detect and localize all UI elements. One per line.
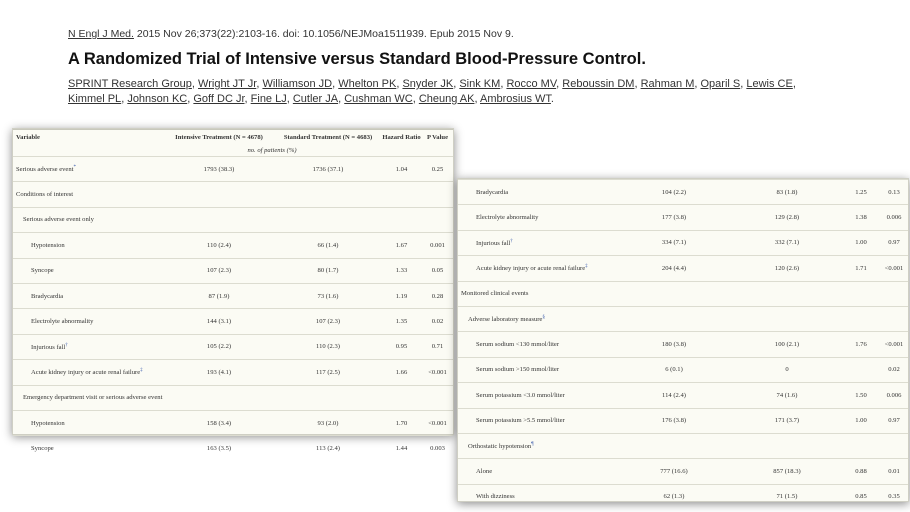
table-row (13, 207, 453, 232)
table-row (458, 306, 908, 331)
cell-hazard-ratio (381, 385, 422, 410)
row-label (13, 309, 163, 334)
cell-intensive (163, 385, 275, 410)
row-label (458, 383, 616, 408)
table-row (458, 433, 908, 458)
cell-intensive (616, 281, 732, 306)
footnote-marker[interactable]: † (510, 238, 513, 244)
author-link[interactable]: Sink KM (459, 78, 501, 90)
article-title: A Randomized Trial of Intensive versus Standard Blood-Pressure Control. (68, 50, 646, 68)
cell-standard (275, 207, 381, 232)
footnote-marker[interactable]: * (73, 165, 76, 171)
cell-standard: 80 (1.7) (275, 258, 381, 283)
cell-hazard-ratio: 1.00 (842, 230, 880, 255)
cell-hazard-ratio (842, 306, 880, 331)
table-row (13, 436, 453, 461)
header-hazard-ratio: Hazard Ratio (381, 130, 422, 146)
row-label (458, 205, 616, 230)
author-link[interactable]: Ambrosius WT (480, 93, 551, 105)
cell-intensive: 62 (1.3) (616, 484, 732, 509)
author-link[interactable]: Whelton PK (338, 78, 397, 90)
cell-hazard-ratio: 1.19 (381, 283, 422, 308)
row-label (13, 258, 163, 283)
author-link[interactable]: Cheung AK (418, 93, 475, 105)
cell-hazard-ratio: 1.33 (381, 258, 422, 283)
citation-line (68, 28, 514, 40)
footnote-marker[interactable]: † (65, 342, 68, 348)
cell-p-value: 0.25 (422, 157, 453, 182)
cell-intensive (163, 207, 275, 232)
cell-intensive: 105 (2.2) (163, 334, 275, 359)
cell-standard (732, 306, 842, 331)
row-label (458, 357, 616, 382)
cell-intensive: 176 (3.8) (616, 408, 732, 433)
row-label (458, 332, 616, 357)
cell-p-value: 0.02 (880, 357, 908, 382)
cell-hazard-ratio: 1.66 (381, 360, 422, 385)
cell-standard: 1736 (37.1) (275, 157, 381, 182)
row-label-text: Bradycardia (476, 188, 509, 196)
cell-hazard-ratio: 1.25 (842, 180, 880, 205)
cell-intensive: 193 (4.1) (163, 360, 275, 385)
header-intensive: Intensive Treatment (N = 4678) (163, 130, 275, 146)
cell-standard: 107 (2.3) (275, 309, 381, 334)
table-row (13, 360, 453, 385)
row-label-text: Conditions of interest (16, 191, 74, 199)
row-label-text: Injurious fall (31, 344, 66, 352)
author-link[interactable]: SPRINT Research Group (68, 78, 192, 90)
cell-intensive: 87 (1.9) (163, 283, 275, 308)
row-label-text: Serious adverse event only (23, 216, 94, 224)
cell-hazard-ratio (381, 182, 422, 207)
cell-intensive: 204 (4.4) (616, 256, 732, 281)
journal-link[interactable]: N Engl J Med. (68, 28, 134, 40)
cell-intensive: 6 (0.1) (616, 357, 732, 382)
cell-standard: 332 (7.1) (732, 230, 842, 255)
cell-p-value: 0.28 (422, 283, 453, 308)
cell-hazard-ratio: 1.67 (381, 233, 422, 258)
header-p-value: P Value (422, 130, 453, 146)
cell-intensive: 1793 (38.3) (163, 157, 275, 182)
cell-p-value: 0.003 (422, 436, 453, 461)
cell-standard (732, 433, 842, 458)
table-row (458, 281, 908, 306)
row-label (458, 408, 616, 433)
table-subheader-row (13, 145, 453, 157)
row-label-text: Hypotension (31, 241, 65, 249)
cell-hazard-ratio: 0.88 (842, 459, 880, 484)
cell-intensive (163, 182, 275, 207)
author-link[interactable]: Rahman M (640, 78, 695, 90)
cell-p-value: 0.02 (422, 309, 453, 334)
row-label-text: Injurious fall (476, 240, 511, 248)
row-label (13, 157, 163, 182)
table-row (13, 233, 453, 258)
cell-intensive: 163 (3.5) (163, 436, 275, 461)
cell-intensive: 110 (2.4) (163, 233, 275, 258)
row-label-text: Serum sodium <130 mmol/liter (476, 341, 560, 349)
row-label (458, 459, 616, 484)
table-row (458, 459, 908, 484)
table-row (13, 334, 453, 359)
table-row (13, 157, 453, 182)
row-label-text: Syncope (31, 267, 54, 275)
row-label-text: Hypotension (31, 419, 65, 427)
cell-p-value: 0.006 (880, 383, 908, 408)
cell-standard: 73 (1.6) (275, 283, 381, 308)
table-row (13, 309, 453, 334)
cell-p-value: 0.71 (422, 334, 453, 359)
citation-details: 2015 Nov 26;373(22):2103-16. doi: 10.1056/NEJMoa1511939. Epub 2015 Nov 9. (133, 28, 514, 40)
cell-hazard-ratio: 0.85 (842, 484, 880, 509)
table-row (13, 258, 453, 283)
cell-p-value: <0.001 (880, 256, 908, 281)
cell-p-value (880, 281, 908, 306)
cell-standard: 66 (1.4) (275, 233, 381, 258)
cell-standard: 0 (732, 357, 842, 382)
footnote-marker[interactable]: ‡ (140, 368, 143, 374)
table-row (458, 256, 908, 281)
cell-intensive (616, 433, 732, 458)
table-excerpt-right (457, 178, 909, 502)
header-standard: Standard Treatment (N = 4683) (275, 130, 381, 146)
cell-p-value: <0.001 (422, 410, 453, 435)
cell-standard (275, 385, 381, 410)
table-row (458, 357, 908, 382)
cell-hazard-ratio: 1.38 (842, 205, 880, 230)
row-label (13, 436, 163, 461)
cell-standard: 110 (2.3) (275, 334, 381, 359)
row-label-text: Acute kidney injury or acute renal failure (31, 369, 141, 377)
cell-standard: 113 (2.4) (275, 436, 381, 461)
cell-intensive: 180 (3.8) (616, 332, 732, 357)
row-label (458, 281, 616, 306)
row-label (13, 182, 163, 207)
footnote-marker[interactable]: § (542, 315, 545, 321)
author-link[interactable]: Cushman WC (344, 93, 413, 105)
author-link[interactable]: Johnson KC (127, 93, 188, 105)
cell-standard: 83 (1.8) (732, 180, 842, 205)
table-body-right (458, 180, 908, 510)
cell-p-value: 0.35 (880, 484, 908, 509)
row-label-text: Electrolyte abnormality (31, 318, 94, 326)
row-label-text: Emergency department visit or serious adverse event (23, 394, 163, 402)
footnote-marker[interactable]: ¶ (531, 442, 534, 447)
author-link[interactable]: Goff DC Jr (193, 93, 245, 105)
cell-p-value: 0.006 (880, 205, 908, 230)
cell-p-value: 0.01 (880, 459, 908, 484)
cell-intensive: 177 (3.8) (616, 205, 732, 230)
row-label-text: Serum potassium <3.0 mmol/liter (476, 391, 565, 399)
author-link[interactable]: Rocco MV (506, 78, 557, 90)
cell-standard: 857 (18.3) (732, 459, 842, 484)
author-link[interactable]: Williamson JD (262, 78, 333, 90)
cell-standard: 120 (2.6) (732, 256, 842, 281)
row-label-text: Monitored clinical events (461, 290, 529, 298)
cell-p-value (880, 433, 908, 458)
author-link[interactable]: Wright JT Jr (198, 78, 257, 90)
table-row (458, 332, 908, 357)
cell-intensive: 334 (7.1) (616, 230, 732, 255)
cell-hazard-ratio: 1.44 (381, 436, 422, 461)
cell-hazard-ratio: 1.00 (842, 408, 880, 433)
table-row (13, 385, 453, 410)
cell-hazard-ratio: 1.35 (381, 309, 422, 334)
table-row (458, 230, 908, 255)
adverse-events-table (13, 129, 453, 461)
cell-p-value (422, 182, 453, 207)
cell-hazard-ratio (842, 281, 880, 306)
row-label-text: Electrolyte abnormality (476, 214, 539, 222)
cell-intensive (616, 306, 732, 331)
cell-p-value (880, 306, 908, 331)
row-label (458, 484, 616, 509)
table-row (458, 408, 908, 433)
cell-standard: 171 (3.7) (732, 408, 842, 433)
cell-hazard-ratio: 1.71 (842, 256, 880, 281)
table-row (458, 383, 908, 408)
row-label-text: Serum potassium >5.5 mmol/liter (476, 417, 565, 425)
row-label (13, 385, 163, 410)
cell-standard (275, 182, 381, 207)
row-label-text: Acute kidney injury or acute renal failure (476, 265, 586, 273)
cell-hazard-ratio (842, 433, 880, 458)
row-label-text: With dizziness (476, 493, 515, 501)
cell-p-value: <0.001 (880, 332, 908, 357)
author-link[interactable]: Fine LJ (250, 93, 287, 105)
author-link[interactable]: Cutler JA (292, 93, 339, 105)
cell-standard: 117 (2.5) (275, 360, 381, 385)
cell-p-value: 0.001 (422, 233, 453, 258)
row-label (13, 334, 163, 359)
cell-intensive: 777 (16.6) (616, 459, 732, 484)
cell-hazard-ratio (842, 357, 880, 382)
cell-standard: 100 (2.1) (732, 332, 842, 357)
author-link[interactable]: Snyder JK (402, 78, 454, 90)
row-label-text: Alone (476, 467, 493, 475)
cell-p-value (422, 385, 453, 410)
cell-p-value (422, 207, 453, 232)
subheader-units: no. of patients (%) (247, 147, 297, 154)
adverse-events-table-continued (458, 179, 908, 509)
author-list-end: . (550, 93, 554, 105)
cell-intensive: 107 (2.3) (163, 258, 275, 283)
cell-p-value: 0.97 (880, 230, 908, 255)
cell-hazard-ratio: 1.50 (842, 383, 880, 408)
row-label (458, 256, 616, 281)
cell-p-value: <0.001 (422, 360, 453, 385)
row-label-text: Serious adverse event (16, 166, 74, 174)
cell-intensive: 144 (3.1) (163, 309, 275, 334)
cell-p-value: 0.13 (880, 180, 908, 205)
row-label (13, 283, 163, 308)
cell-hazard-ratio: 0.95 (381, 334, 422, 359)
cell-intensive: 104 (2.2) (616, 180, 732, 205)
cell-standard: 129 (2.8) (732, 205, 842, 230)
row-label-text: Adverse laboratory measure (468, 316, 543, 324)
row-label-text: Serum sodium >150 mmol/liter (476, 366, 560, 374)
row-label (458, 306, 616, 331)
author-link[interactable]: Lewis CE (746, 78, 793, 90)
cell-standard: 71 (1.5) (732, 484, 842, 509)
header-variable: Variable (13, 130, 163, 146)
table-body-left (13, 157, 453, 461)
author-link[interactable]: Reboussin DM (562, 78, 635, 90)
cell-standard: 74 (1.6) (732, 383, 842, 408)
cell-standard (732, 281, 842, 306)
footnote-marker[interactable]: ‡ (585, 264, 588, 270)
cell-intensive: 158 (3.4) (163, 410, 275, 435)
cell-p-value: 0.97 (880, 408, 908, 433)
row-label (13, 360, 163, 385)
cell-hazard-ratio: 1.70 (381, 410, 422, 435)
cell-p-value: 0.05 (422, 258, 453, 283)
table-row (458, 180, 908, 205)
table-row (458, 205, 908, 230)
table-row (13, 283, 453, 308)
cell-standard: 93 (2.0) (275, 410, 381, 435)
cell-intensive: 114 (2.4) (616, 383, 732, 408)
author-link[interactable]: Kimmel PL (68, 93, 122, 105)
cell-hazard-ratio (381, 207, 422, 232)
row-label-text: Syncope (31, 444, 54, 452)
row-label (458, 433, 616, 458)
table-excerpt-left (12, 128, 454, 452)
row-label (13, 410, 163, 435)
table-row (13, 410, 453, 435)
author-list: SPRINT Research Group, Wright JT Jr, Williamson JD, Whelton PK, Snyder JK, Sink KM, Rocco MV, Reboussin DM, Rahman M, Oparil S, Lewis CE, Kimmel PL, Johnson KC, Goff DC Jr, Fine LJ, Cutler JA, Cushman WC, Cheung AK, Ambrosius WT. (68, 78, 796, 105)
table-header-row (13, 130, 453, 146)
author-link[interactable]: Oparil S (700, 78, 741, 90)
row-label (458, 230, 616, 255)
cell-hazard-ratio: 1.04 (381, 157, 422, 182)
row-label (13, 233, 163, 258)
cell-hazard-ratio: 1.76 (842, 332, 880, 357)
table-row (458, 484, 908, 509)
row-label (13, 207, 163, 232)
row-label-text: Bradycardia (31, 292, 64, 300)
row-label (458, 180, 616, 205)
table-row (13, 182, 453, 207)
row-label-text: Orthostatic hypotension (468, 443, 532, 451)
